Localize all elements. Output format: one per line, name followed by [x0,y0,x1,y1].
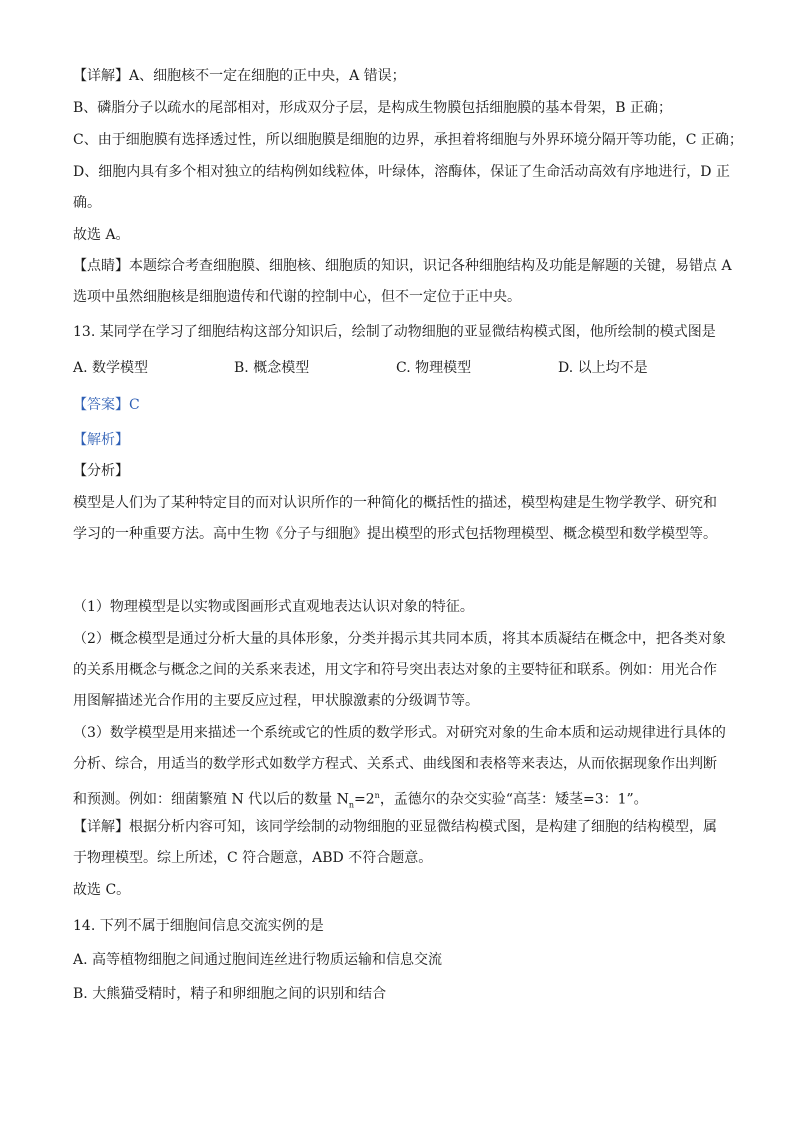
q13-option-b: B. 概念模型 [234,360,310,376]
detail-line-b: B、磷脂分子以疏水的尾部相对，形成双分子层，是构成生物膜包括细胞膜的基本骨架，B 正确； [73,100,673,116]
formula-superscript: n [374,791,380,800]
math-model-line-3 [73,786,648,810]
physical-model-line: （1）物理模型是以实物或图画形式直观地表达认识对象的特征。 [73,599,474,615]
dianjing-line-1: 【点睛】本题综合考查细胞膜、细胞核、细胞质的知识，识记各种细胞结构及功能是解题的关键，易错点 A [73,258,732,274]
q14-option-b: B. 大熊猫受精时，精子和卵细胞之间的识别和结合 [73,986,387,1002]
q13-detail-line-2: 于物理模型。综上所述，C 符合题意，ABD 不符合题意。 [73,850,433,866]
dianjing-line-2: 选项中虽然细胞核是细胞遗传和代谢的控制中心，但不一定位于正中央。 [73,289,521,305]
detail-line-a: 【详解】A、细胞核不一定在细胞的正中央，A 错误； [73,68,406,84]
model-intro-line-2: 学习的一种重要方法。高中生物《分子与细胞》提出模型的形式包括物理模型、概念模型和数学模型等。 [73,526,717,542]
math-model-text-c: ，孟德尔的杂交实验“高茎：矮茎=3：1”。 [379,791,648,808]
question-13: 13. 某同学在学习了细胞结构这部分知识后，绘制了动物细胞的亚显微结构模式图，他所绘制的模式图是 [73,324,716,340]
fenxi-heading: 【分析】 [73,463,129,479]
formula-subscript: n [348,800,355,810]
analysis-label: 【解析】 [73,432,129,448]
math-model-text-a: 和预测。例如：细菌繁殖 N 代以后的数量 N [73,791,349,808]
q13-option-d: D. 以上均不是 [558,360,648,376]
math-model-line-2: 分析、综合，用适当的数学形式如数学方程式、关系式、曲线图和表格等来表达，从而依据现象作出判断 [73,756,717,772]
q13-choice-line: 故选 C。 [73,882,131,898]
detail-line-d: D、细胞内具有多个相对独立的结构例如线粒体，叶绿体，溶酶体，保证了生命活动高效有序地进行，D 正 [73,164,730,180]
concept-model-line-1: （2）概念模型是通过分析大量的具体形象，分类并揭示其共同本质，将其本质凝结在概念中，把各类对象 [73,631,726,647]
question-14: 14. 下列不属于细胞间信息交流实例的是 [73,918,324,934]
detail-line-d-cont: 确。 [73,195,101,211]
choice-line: 故选 A。 [73,227,130,243]
q13-option-a: A. 数学模型 [73,360,149,376]
model-intro-line-1: 模型是人们为了某种特定目的而对认识所作的一种简化的概括性的描述，模型构建是生物学教学、研究和 [73,495,717,511]
concept-model-line-3: 用图解描述光合作用的主要反应过程，甲状腺激素的分级调节等。 [73,693,479,709]
detail-line-c: C、由于细胞膜有选择透过性，所以细胞膜是细胞的边界，承担着将细胞与外界环境分隔开等功能，C 正确； [73,132,743,148]
q13-detail-line-1: 【详解】根据分析内容可知，该同学绘制的动物细胞的亚显微结构模式图，是构建了细胞的结构模型，属 [73,819,717,835]
q14-option-a: A. 高等植物细胞之间通过胞间连丝进行物质运输和信息交流 [73,952,443,968]
answer-label: 【答案】C [73,397,140,413]
q13-option-c: C. 物理模型 [396,360,472,376]
math-model-text-b: =2 [354,791,375,808]
concept-model-line-2: 的关系用概念与概念之间的关系来表述，用文字和符号突出表达对象的主要特征和联系。例如：用光合作 [73,662,717,678]
math-model-line-1: （3）数学模型是用来描述一个系统或它的性质的数学形式。对研究对象的生命本质和运动规律进行具体的 [73,725,726,741]
